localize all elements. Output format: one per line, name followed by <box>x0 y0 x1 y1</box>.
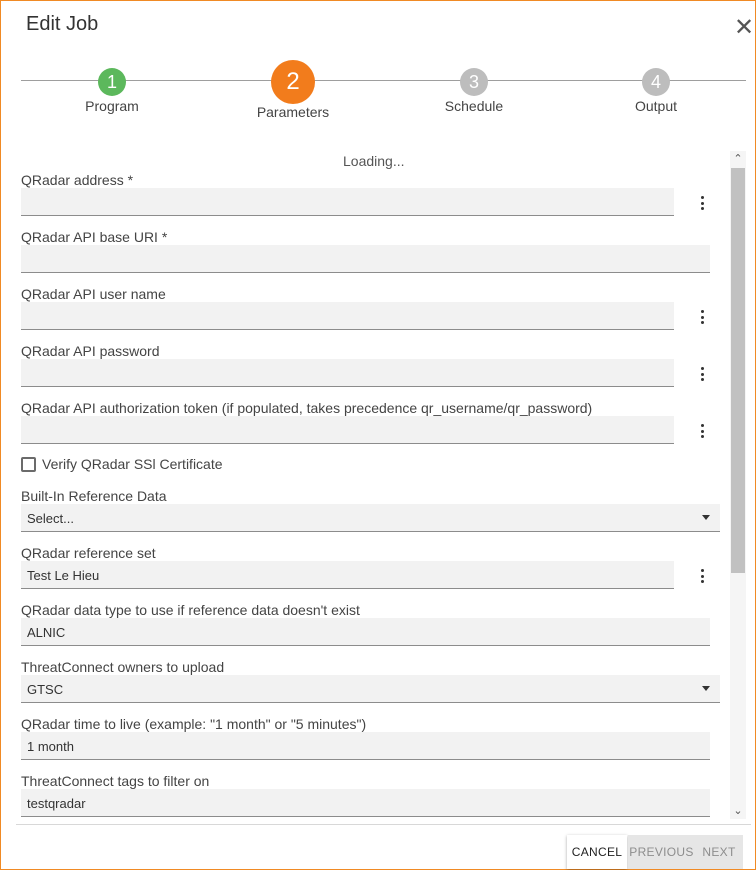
select-value: Select... <box>27 511 74 526</box>
scroll-thumb[interactable] <box>731 168 745 573</box>
qradar-time-to-live-input[interactable]: 1 month <box>21 732 710 760</box>
verify-ssl-row[interactable] <box>21 456 223 472</box>
api-user-name-input[interactable] <box>21 302 674 330</box>
built-in-reference-data-select[interactable] <box>21 504 720 532</box>
field-api-base-uri <box>21 229 729 274</box>
verify-ssl-label: Verify QRadar SSl Certificate <box>42 456 223 472</box>
qradar-reference-set-input[interactable]: Test Le Hieu <box>21 561 674 589</box>
step-label-parameters: Parameters <box>256 104 330 120</box>
field-label: Built-In Reference Data <box>21 488 167 504</box>
field-label: QRadar time to live (example: "1 month" or "5 minutes") <box>21 716 367 732</box>
step-schedule[interactable] <box>434 68 514 114</box>
dropdown-caret-icon <box>702 686 710 691</box>
more-vert-icon[interactable] <box>697 424 707 438</box>
field-threatconnect-owners <box>21 659 729 704</box>
step-label-program: Program <box>85 98 139 114</box>
select-value: GTSC <box>27 682 64 697</box>
scroll-down-icon[interactable]: ⌄ <box>733 804 743 817</box>
parameters-form <box>21 151 729 821</box>
step-3-circle: 3 <box>460 68 488 96</box>
field-label: QRadar address * <box>21 172 134 188</box>
dialog-title: Edit Job <box>26 13 99 35</box>
field-label: QRadar API user name <box>21 286 166 302</box>
field-qradar-data-type <box>21 602 729 647</box>
field-label: QRadar reference set <box>21 545 156 561</box>
step-program[interactable] <box>72 68 152 114</box>
api-auth-token-input[interactable] <box>21 416 674 444</box>
step-output[interactable] <box>616 68 696 114</box>
more-vert-icon[interactable] <box>697 367 707 381</box>
field-label: QRadar data type to use if reference data doesn't exist <box>21 602 360 618</box>
field-api-auth-token <box>21 400 729 445</box>
threatconnect-tags-input[interactable]: testqradar <box>21 789 710 817</box>
next-button[interactable]: NEXT <box>695 835 743 869</box>
close-icon[interactable]: ✕ <box>734 13 755 41</box>
step-2-circle: 2 <box>271 60 315 104</box>
field-label: ThreatConnect owners to upload <box>21 659 225 675</box>
field-label: QRadar API authorization token (if populated, takes precedence qr_username/qr_password) <box>21 400 593 416</box>
step-parameters[interactable] <box>248 60 338 120</box>
field-built-in-reference-data <box>21 488 729 533</box>
field-api-password <box>21 343 729 388</box>
step-label-schedule: Schedule <box>444 98 504 114</box>
field-qradar-reference-set <box>21 545 729 590</box>
api-password-input[interactable] <box>21 359 674 387</box>
qradar-data-type-input[interactable]: ALNIC <box>21 618 710 646</box>
field-qradar-time-to-live <box>21 716 729 761</box>
more-vert-icon[interactable] <box>697 569 707 583</box>
previous-button[interactable]: PREVIOUS <box>628 835 695 869</box>
loading-indicator: Loading... <box>343 153 405 169</box>
field-qradar-address <box>21 172 729 217</box>
api-base-uri-input[interactable] <box>21 245 710 273</box>
dropdown-caret-icon <box>702 515 710 520</box>
field-label: ThreatConnect tags to filter on <box>21 773 210 789</box>
scroll-up-icon[interactable]: ⌃ <box>733 152 743 165</box>
field-api-user-name <box>21 286 729 331</box>
step-label-output: Output <box>634 98 678 114</box>
step-1-circle: 1 <box>98 68 126 96</box>
verify-ssl-checkbox[interactable] <box>21 457 36 472</box>
threatconnect-owners-select[interactable] <box>21 675 720 703</box>
more-vert-icon[interactable] <box>697 310 707 324</box>
qradar-address-input[interactable] <box>21 188 674 216</box>
cancel-button[interactable]: CANCEL <box>567 835 627 869</box>
field-label: QRadar API base URI * <box>21 229 168 245</box>
field-threatconnect-tags <box>21 773 729 818</box>
footer-divider <box>16 824 751 825</box>
more-vert-icon[interactable] <box>697 196 707 210</box>
field-label: QRadar API password <box>21 343 160 359</box>
form-scrollbar[interactable] <box>730 151 746 819</box>
step-4-circle: 4 <box>642 68 670 96</box>
